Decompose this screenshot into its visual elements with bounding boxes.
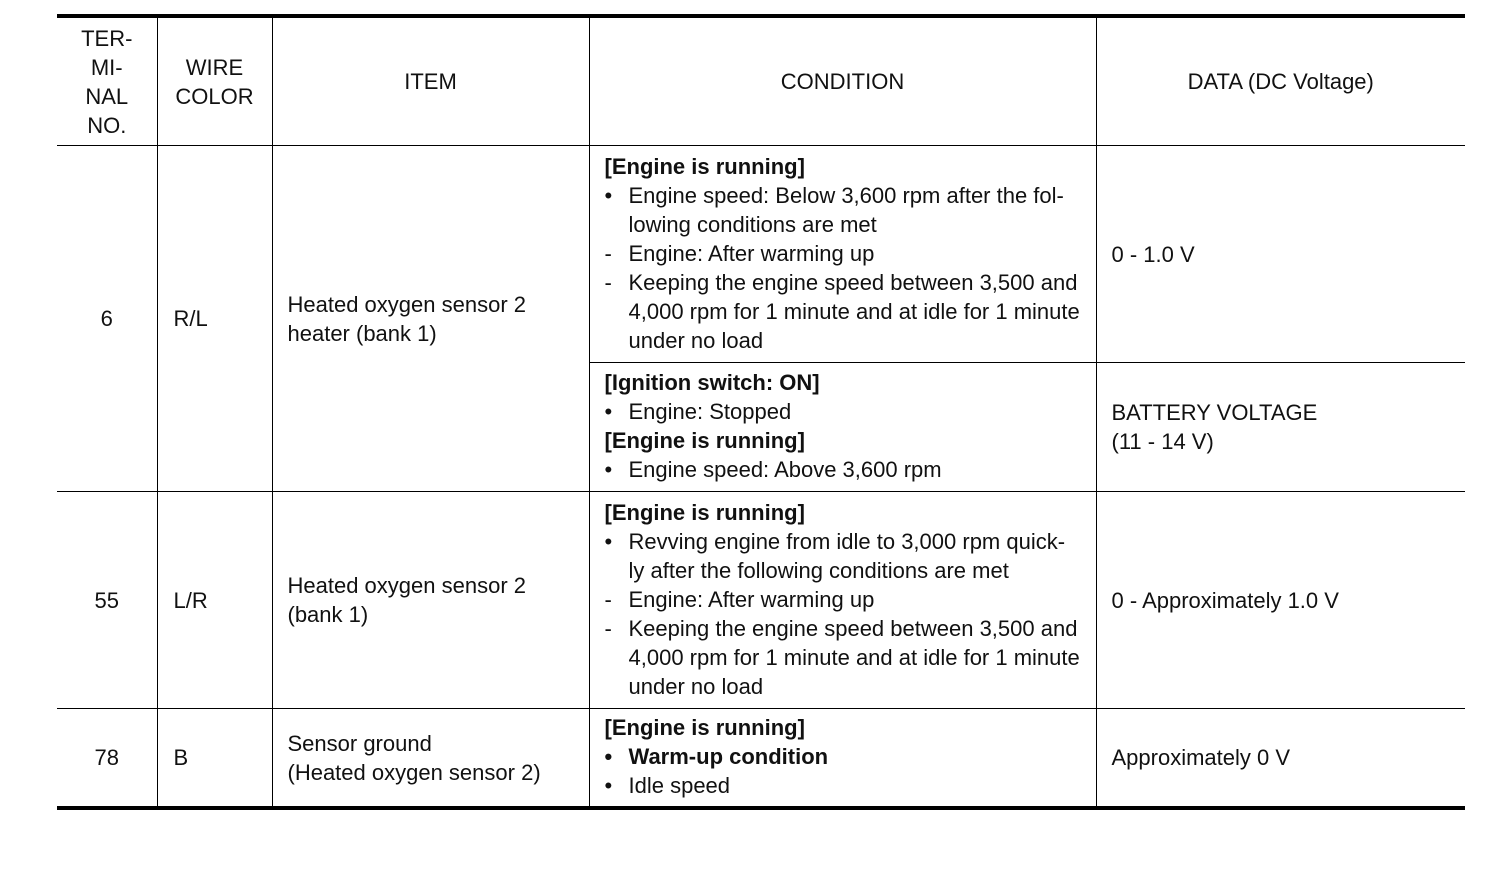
header-condition: CONDITION [589, 16, 1096, 146]
item-text: Heated oxygen sensor 2 heater (bank 1) [287, 291, 526, 346]
header-data: DATA (DC Voltage) [1096, 16, 1465, 146]
condition-cell [589, 146, 1096, 363]
condition-text: Idle speed [628, 773, 731, 798]
condition-cell [589, 709, 1096, 809]
condition-heading: [Ignition switch: ON] [604, 370, 820, 395]
condition-heading: [Engine is running] [604, 153, 805, 179]
condition-text: Engine: Stopped [628, 399, 792, 424]
condition-list-item [605, 181, 1088, 239]
condition-text: Engine speed: Above 3,600 rpm [628, 457, 942, 482]
condition-text: Keeping the engine speed between 3,500 and 4,000 rpm for 1 minute and at idle for 1 minute under no load [628, 269, 1080, 353]
data-value: 0 - Approximately 1.0 V [1096, 492, 1465, 709]
condition-text: Engine: After warming up [628, 586, 875, 612]
condition-text: Engine: After warming up [628, 240, 875, 266]
wire-color: B [157, 709, 272, 809]
condition-list-item [605, 742, 1088, 771]
bullet-mark: • [604, 528, 613, 554]
dash-mark: - [604, 269, 612, 295]
condition-heading: [Engine is running] [604, 428, 805, 453]
data-value: 0 - 1.0 V [1096, 146, 1465, 363]
header-item: ITEM [272, 16, 589, 146]
condition-list-item [605, 455, 1088, 484]
item-description [272, 146, 589, 492]
dash-mark: - [604, 586, 612, 612]
table-row [57, 492, 1465, 709]
terminal-number: 6 [57, 146, 157, 492]
item-text: Heated oxygen sensor 2 (bank 1) [287, 573, 526, 627]
dash-mark: - [604, 240, 612, 266]
terminal-number: 55 [57, 492, 157, 709]
condition-text: Warm-up condition [628, 744, 829, 769]
condition-list-item [605, 239, 1088, 268]
bullet-mark: • [604, 182, 613, 208]
condition-cell [589, 363, 1096, 492]
wire-color: L/R [157, 492, 272, 709]
table-row [57, 146, 1465, 363]
item-description [272, 709, 589, 809]
wire-color: R/L [157, 146, 272, 492]
header-terminal-no: TER- MI- NAL NO. [57, 16, 157, 146]
table-row [57, 709, 1465, 809]
data-value [1096, 363, 1465, 492]
data-text: BATTERY VOLTAGE (11 - 14 V) [1111, 400, 1318, 454]
data-value: Approximately 0 V [1096, 709, 1465, 809]
bullet-mark: • [604, 773, 613, 798]
item-text: Sensor ground (Heated oxygen sensor 2) [287, 730, 541, 785]
condition-heading: [Engine is running] [604, 715, 805, 740]
condition-list-item [605, 614, 1088, 701]
condition-heading: [Engine is running] [604, 499, 805, 525]
condition-list-item [605, 771, 1088, 800]
condition-text: Keeping the engine speed between 3,500 and 4,000 rpm for 1 minute and at idle for 1 minute under no load [628, 615, 1080, 699]
condition-list-item [605, 397, 1088, 426]
condition-cell [589, 492, 1096, 709]
table-header-row [57, 16, 1465, 146]
condition-list-item [605, 268, 1088, 355]
condition-list-item [605, 585, 1088, 614]
bullet-mark: • [604, 399, 613, 424]
condition-text: Engine speed: Below 3,600 rpm after the fol- lowing conditions are met [628, 182, 1064, 237]
item-description [272, 492, 589, 709]
header-wire-color: WIRE COLOR [157, 16, 272, 146]
condition-text: Revving engine from idle to 3,000 rpm quick- ly after the following conditions are met [628, 528, 1066, 583]
terminal-number: 78 [57, 709, 157, 809]
terminal-reference-table [57, 14, 1465, 810]
bullet-mark: • [604, 457, 613, 482]
condition-list-item [605, 527, 1088, 585]
dash-mark: - [604, 615, 612, 641]
bullet-mark: • [604, 744, 613, 769]
